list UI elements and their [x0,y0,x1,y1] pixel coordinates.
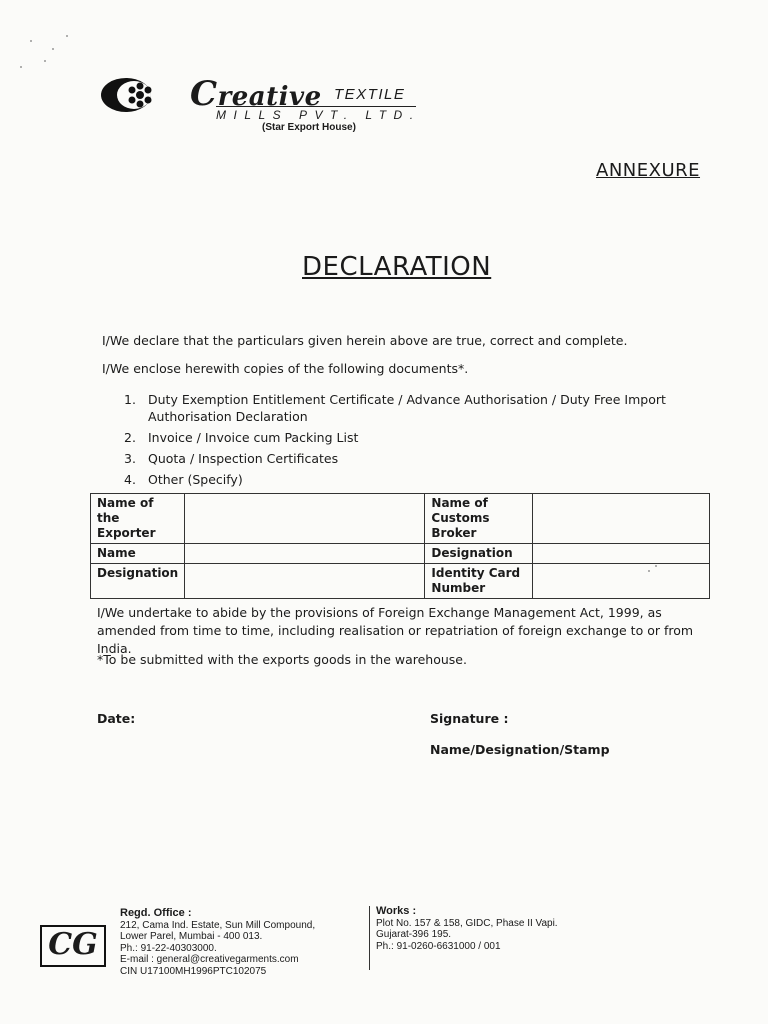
brand-word: reative [217,82,322,112]
list-item [124,450,684,467]
office-line: Lower Parel, Mumbai - 400 013. [120,931,263,942]
works-line: Ph.: 91-0260-6631000 / 001 [376,940,501,952]
office-line: Ph.: 91-22-40303000. [120,942,217,954]
registered-office [120,908,315,977]
brand-initial: C [190,74,218,114]
stamp-label: Name/Designation/Stamp [430,742,610,757]
broker-designation-label: Designation [425,544,533,564]
scan-speck [20,66,22,68]
scan-speck [30,40,32,42]
exporter-name-field[interactable] [185,494,425,544]
list-item-text: Other (Specify) [148,472,243,487]
company-logo-icon [100,76,158,114]
office-line: CIN U17100MH1996PTC102075 [120,965,267,977]
scan-speck [66,35,68,37]
scan-speck [655,565,657,567]
works-line: Gujarat-396 195. [376,929,452,940]
works-heading: Works : [376,905,417,917]
id-card-field[interactable] [533,564,710,599]
office-line: 212, Cama Ind. Estate, Sun Mill Compound, [120,919,316,931]
footnote: *To be submitted with the exports goods in the warehouse. [97,652,467,667]
brand-tagline: (Star Export House) [262,122,356,133]
broker-designation-field[interactable] [533,544,710,564]
list-item-text: Duty Exemption Entitlement Certificate / Advance Authorisation / Duty Free Import Authorisation Declaration [148,392,666,424]
broker-name-field[interactable] [533,494,710,544]
footer-divider [369,906,370,970]
list-item-text: Invoice / Invoice cum Packing List [148,430,359,445]
cg-logo: CG [40,925,106,967]
list-item-number: 1. [124,392,136,407]
page-title: DECLARATION [302,252,492,282]
date-label: Date: [97,711,136,726]
table-row [91,564,710,599]
enclosure-statement: I/We enclose herewith copies of the following documents*. [102,361,469,376]
name-field[interactable] [185,544,425,564]
office-heading: Regd. Office : [120,907,192,919]
id-card-label: Identity Card Number [425,564,533,599]
broker-name-label: Name of Customs Broker [425,494,533,544]
signature-label: Signature : [430,711,509,726]
list-item [124,391,684,425]
list-item [124,471,684,488]
logo-divider [216,106,416,107]
list-item-number: 2. [124,430,136,445]
table-row [91,494,710,544]
designation-field[interactable] [185,564,425,599]
list-item-number: 3. [124,451,136,466]
table-row [91,544,710,564]
exporter-name-label: Name of the Exporter [91,494,185,544]
scan-speck [52,48,54,50]
documents-list [124,391,684,492]
annexure-heading: ANNEXURE [596,160,701,181]
brand-mills: MILLS PVT. LTD. [216,108,421,122]
undertaking-statement: I/We undertake to abide by the provisions of Foreign Exchange Management Act, 1999, as amended from time to time, including realisation or repatriation of foreign exchange to or from India. [97,605,694,656]
office-line: E-mail : general@creativegarments.com [120,954,299,965]
works-line: Plot No. 157 & 158, GIDC, Phase II Vapi. [376,917,558,929]
list-item [124,429,684,446]
scan-speck [44,60,46,62]
works-address [376,906,558,952]
details-table [90,493,710,599]
scan-speck [648,570,650,572]
declaration-statement: I/We declare that the particulars given herein above are true, correct and complete. [102,333,628,348]
brand-textile: TEXTILE [334,86,406,103]
list-item-number: 4. [124,472,136,487]
designation-label: Designation [91,564,185,599]
name-label: Name [91,544,185,564]
list-item-text: Quota / Inspection Certificates [148,451,339,466]
